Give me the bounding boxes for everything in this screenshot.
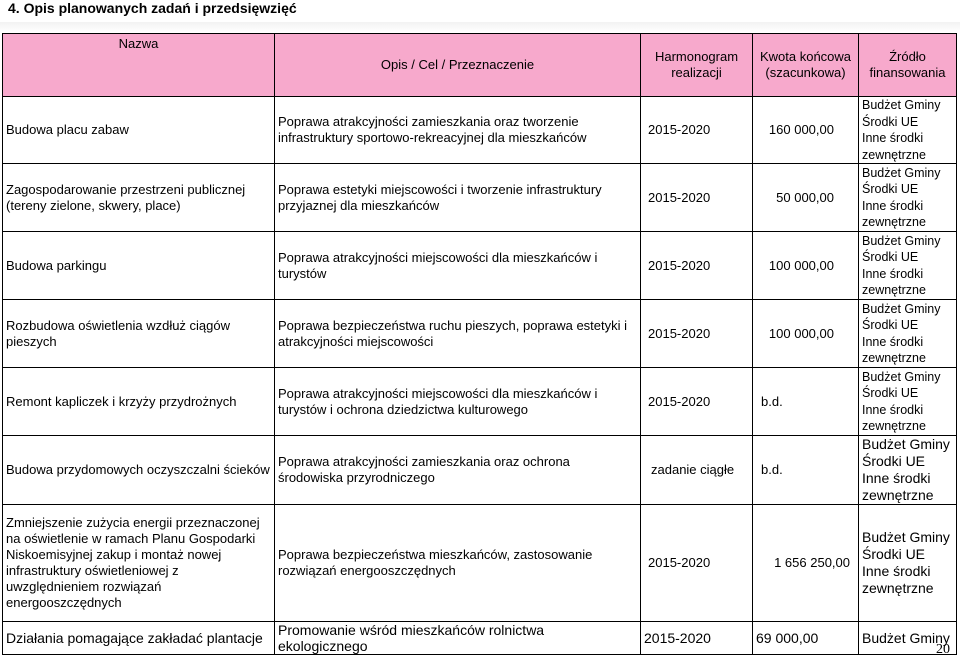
task-schedule: 2015-2020 bbox=[641, 622, 753, 655]
task-source: Budżet Gminy Środki UE Inne środki zewnętrzne bbox=[859, 300, 957, 368]
tasks-table bbox=[2, 33, 957, 655]
table-row bbox=[3, 232, 957, 300]
task-name: Budowa przydomowych oczyszczalni ścieków bbox=[3, 436, 275, 505]
task-source: Budżet Gminy Środki UE Inne środki zewnętrzne bbox=[859, 164, 957, 232]
task-amount: 1 656 250,00 bbox=[753, 505, 859, 622]
col-header-schedule: Harmonogram realizacji bbox=[641, 34, 753, 97]
task-description: Promowanie wśród mieszkańców rolnictwa ekologicznego bbox=[275, 622, 641, 655]
task-schedule: 2015-2020 bbox=[641, 97, 753, 164]
task-source: Budżet Gminy Środki UE Inne środki zewnętrzne bbox=[859, 436, 957, 505]
task-source: Budżet Gminy Środki UE Inne środki zewnętrzne bbox=[859, 232, 957, 300]
task-description: Poprawa atrakcyjności miejscowości dla mieszkańców i turystów i ochrona dziedzictwa kulturowego bbox=[275, 368, 641, 436]
table-row bbox=[3, 436, 957, 505]
section-heading: 4. Opis planowanych zadań i przedsięwzięć bbox=[8, 0, 297, 16]
task-name: Remont kapliczek i krzyży przydrożnych bbox=[3, 368, 275, 436]
col-header-description: Opis / Cel / Przeznaczenie bbox=[275, 34, 641, 97]
task-schedule: zadanie ciągłe bbox=[641, 436, 753, 505]
task-source: Budżet Gminy Środki UE Inne środki zewnętrzne bbox=[859, 97, 957, 164]
task-description: Poprawa atrakcyjności zamieszkania oraz tworzenie infrastruktury sportowo-rekreacyjnej dla mieszkańców bbox=[275, 97, 641, 164]
table-row bbox=[3, 164, 957, 232]
task-source: Budżet Gminy Środki UE Inne środki zewnętrzne bbox=[859, 505, 957, 622]
task-name: Budowa parkingu bbox=[3, 232, 275, 300]
task-description: Poprawa atrakcyjności miejscowości dla mieszkańców i turystów bbox=[275, 232, 641, 300]
table-row bbox=[3, 368, 957, 436]
table-header-row bbox=[3, 34, 957, 97]
task-name: Działania pomagające zakładać plantacje bbox=[3, 622, 275, 655]
task-name: Zmniejszenie zużycia energii przeznaczonej na oświetlenie w ramach Planu Gospodarki Niskoemisyjnej zakup i montaż nowej infrastruktury oświetleniowej z uwzględnieniem rozwiązań energooszczędnych bbox=[3, 505, 275, 622]
task-source: Budżet Gminy bbox=[859, 622, 957, 655]
task-name: Budowa placu zabaw bbox=[3, 97, 275, 164]
page-number: 20 bbox=[936, 642, 950, 657]
task-amount: b.d. bbox=[753, 368, 859, 436]
table-row bbox=[3, 505, 957, 622]
task-description: Poprawa atrakcyjności zamieszkania oraz ochrona środowiska przyrodniczego bbox=[275, 436, 641, 505]
task-name: Rozbudowa oświetlenia wzdłuż ciągów pieszych bbox=[3, 300, 275, 368]
task-source: Budżet Gminy Środki UE Inne środki zewnętrzne bbox=[859, 368, 957, 436]
col-header-source: Źródło finansowania bbox=[859, 34, 957, 97]
task-description: Poprawa bezpieczeństwa ruchu pieszych, poprawa estetyki i atrakcyjności miejscowości bbox=[275, 300, 641, 368]
task-schedule: 2015-2020 bbox=[641, 232, 753, 300]
task-description: Poprawa estetyki miejscowości i tworzenie infrastruktury przyjaznej dla mieszkańców bbox=[275, 164, 641, 232]
heading-band bbox=[0, 22, 960, 32]
task-description: Poprawa bezpieczeństwa mieszkańców, zastosowanie rozwiązań energooszczędnych bbox=[275, 505, 641, 622]
task-schedule: 2015-2020 bbox=[641, 164, 753, 232]
task-amount: 69 000,00 bbox=[753, 622, 859, 655]
task-amount: 160 000,00 bbox=[753, 97, 859, 164]
table-row bbox=[3, 97, 957, 164]
col-header-amount: Kwota końcowa (szacunkowa) bbox=[753, 34, 859, 97]
table-row bbox=[3, 300, 957, 368]
task-amount: 50 000,00 bbox=[753, 164, 859, 232]
task-schedule: 2015-2020 bbox=[641, 368, 753, 436]
task-schedule: 2015-2020 bbox=[641, 505, 753, 622]
col-header-name: Nazwa bbox=[3, 34, 275, 97]
table-row bbox=[3, 622, 957, 655]
task-name: Zagospodarowanie przestrzeni publicznej (tereny zielone, skwery, place) bbox=[3, 164, 275, 232]
task-amount: 100 000,00 bbox=[753, 300, 859, 368]
task-amount: 100 000,00 bbox=[753, 232, 859, 300]
task-amount: b.d. bbox=[753, 436, 859, 505]
task-schedule: 2015-2020 bbox=[641, 300, 753, 368]
